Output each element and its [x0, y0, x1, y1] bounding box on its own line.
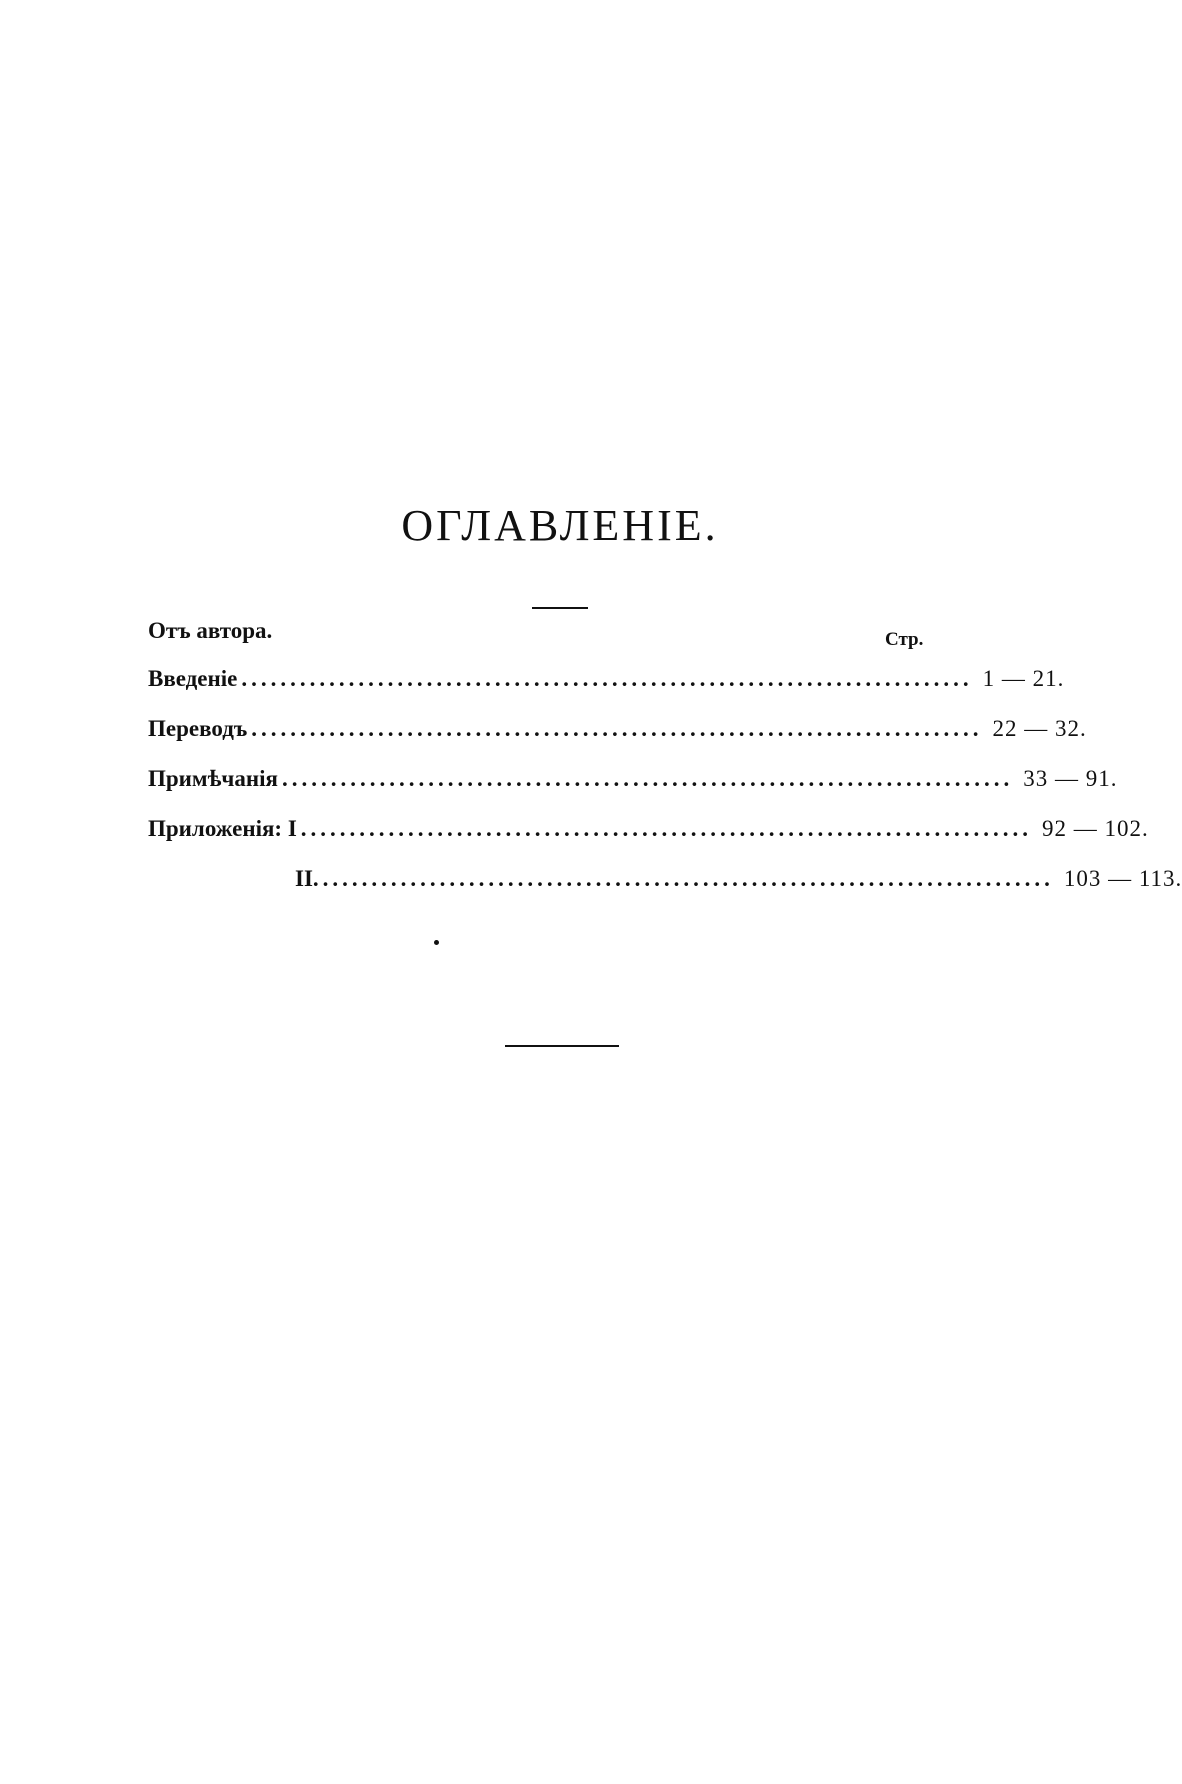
dot-leader: ...........................................................................: [300, 816, 1033, 841]
toc-entry-appendix-2: [295, 866, 1182, 900]
dot-leader: ...........................................................................: [322, 866, 1054, 891]
toc-entry-pages: 103 — 113.: [1063, 866, 1182, 891]
toc-entry-translation: [148, 716, 1087, 750]
closing-divider: [505, 1045, 619, 1047]
toc-entry-label: II.: [295, 866, 319, 891]
toc-entry-label: Переводъ: [148, 716, 248, 741]
toc-entry-introduction: [148, 666, 1065, 700]
title-divider: [532, 607, 588, 609]
toc-entry-label: Введеніе: [148, 666, 238, 691]
toc-entry-label: Примѣчанія: [148, 766, 278, 791]
toc-entry-label: Приложенія: I: [148, 816, 297, 841]
page-title: ОГЛАВЛЕНІЕ.: [401, 501, 719, 550]
ink-speck: [434, 940, 439, 945]
toc-entry-notes: [148, 766, 1118, 800]
dot-leader: ...........................................................................: [241, 666, 973, 691]
author-preface-entry: Отъ автора.: [148, 618, 273, 643]
toc-entry-pages: 33 — 91.: [1023, 766, 1118, 791]
toc-entry-pages: 92 — 102.: [1042, 816, 1149, 841]
dot-leader: ...........................................................................: [281, 766, 1014, 791]
toc-entry-pages: 1 — 21.: [982, 666, 1065, 691]
toc-entry-appendix-1: [148, 816, 1149, 850]
dot-leader: ...........................................................................: [251, 716, 983, 741]
page-column-label: Стр.: [885, 629, 924, 650]
toc-entry-pages: 22 — 32.: [992, 716, 1087, 741]
